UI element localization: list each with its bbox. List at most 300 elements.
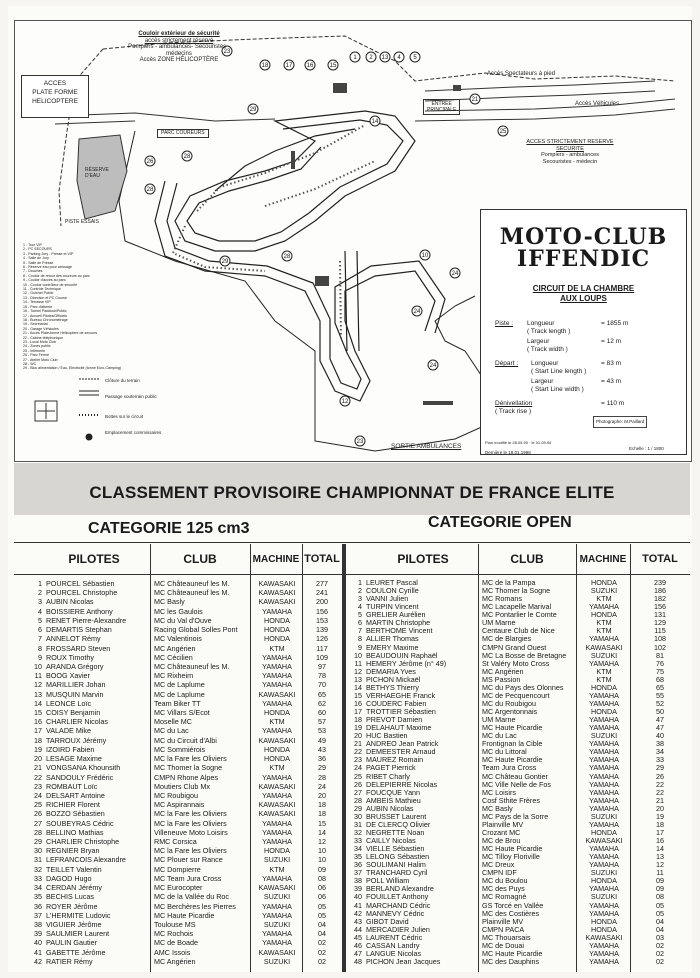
svg-text:18: 18 [261, 63, 269, 69]
pilot-cell: MAUREZ Romain [366, 756, 424, 765]
legend-item: 26 - Parc Fermé [23, 353, 49, 358]
machine-cell: YAMAHA [262, 873, 292, 883]
svg-text:15: 15 [329, 63, 337, 69]
machine-cell: SUZUKI [590, 651, 618, 660]
rank-cell: 44 [354, 925, 362, 934]
svg-text:17: 17 [285, 63, 293, 69]
club-cell: MC des Costières [482, 909, 540, 918]
rank-cell: 30 [354, 812, 362, 821]
pilot-cell: HUC Bastien [366, 732, 408, 741]
machine-cell: KAWASAKI [585, 643, 623, 652]
rank-cell: 6 [358, 619, 362, 628]
machine-cell: YAMAHA [262, 910, 292, 920]
total-cell: 10 [318, 846, 326, 856]
restricted-line: Pompiers - ambulances [541, 152, 599, 158]
pilot-cell: FOUCQUE Yann [366, 788, 421, 797]
pilot-cell: VALADE Mike [46, 726, 92, 736]
club-cell: MC la Fare les Oliviers [154, 846, 227, 856]
water-reserve-label [85, 167, 109, 179]
club-cell: MC la Fare les Oliviers [154, 809, 227, 819]
club-cell: UM Marne [482, 716, 516, 725]
total-cell: 12 [656, 861, 664, 870]
svg-text:12: 12 [341, 399, 349, 405]
pilot-cell: MERCADIER Julien [366, 925, 430, 934]
machine-cell: YAMAHA [589, 748, 619, 757]
total-cell: 129 [654, 619, 666, 628]
rank-cell: 9 [38, 652, 42, 662]
pilot-cell: TRANCHARD Cyril [366, 869, 428, 878]
club-cell: Racing Global Solles Pont [154, 625, 238, 635]
total-cell: 76 [656, 659, 664, 668]
svg-text:24: 24 [429, 363, 437, 369]
ambulance-exit-label: SORTIE AMBULANCES [391, 443, 462, 450]
machine-cell: YAMAHA [589, 853, 619, 862]
svg-text:25: 25 [499, 129, 507, 135]
rank-cell: 30 [34, 846, 42, 856]
machine-cell: HONDA [264, 615, 290, 625]
machine-cell: YAMAHA [262, 827, 292, 837]
club-cell: MC de la Vallée du Roc [154, 892, 229, 902]
pilot-cell: RENET Pierre-Alexandre [46, 615, 127, 625]
svg-text:29: 29 [221, 259, 229, 265]
club-cell: MC Pontarlier le Comte [482, 611, 557, 620]
pilot-cell: MARTIN Christophe [366, 619, 431, 628]
pilot-cell: TEILLET Valentin [46, 864, 102, 874]
rank-cell: 8 [358, 635, 362, 644]
total-cell: 40 [656, 732, 664, 741]
pilot-cell: ANDREO Jean Patrick [366, 740, 439, 749]
machine-cell: KAWASAKI [258, 781, 296, 791]
pilot-cell: CHARLIER Nicolas [46, 717, 108, 727]
svg-text:14: 14 [371, 119, 379, 125]
rank-cell: 17 [34, 726, 42, 736]
total-cell: 09 [656, 885, 664, 894]
pilot-cell: POURCEL Sébastien [46, 579, 115, 588]
legend-item: 28 - WC [23, 361, 37, 366]
rank-cell: 2 [358, 587, 362, 596]
pilot-cell: BEAUDOUIN Raphaël [366, 651, 438, 660]
circuit-title [481, 284, 686, 304]
club-cell: MC Villars S/Ecot [154, 708, 210, 717]
club-cell: MC de la Pampa [482, 579, 536, 587]
legend-item: 11 - Contrôle Technique [23, 287, 61, 292]
reserve-line: RÉSERVE [85, 167, 109, 173]
total-cell: 14 [318, 827, 326, 837]
pilot-cell: BELLINO Mathias [46, 827, 104, 837]
rank-cell: 1 [358, 579, 362, 587]
total-cell: 02 [318, 956, 326, 966]
practice-track-label: PISTE ESSAIS [65, 219, 99, 225]
rank-cell: 21 [34, 763, 42, 773]
total-cell: 55 [656, 691, 664, 700]
club-cell: CMPN Grand Ouest [482, 643, 547, 652]
pilot-cell: MARCHAND Cédric [366, 901, 431, 910]
total-cell: 09 [656, 877, 664, 886]
total-cell: 78 [318, 671, 326, 681]
total-cell: 81 [656, 651, 664, 660]
pilot-cell: ALLIER Thomas [366, 635, 419, 644]
pilot-cell: COULON Cyrille [366, 587, 419, 596]
col-header-pilotes: PILOTES [38, 544, 151, 574]
machine-cell: YAMAHA [589, 659, 619, 668]
club-cell: MC de Laplume [154, 680, 205, 690]
pilot-cell: FROSSARD Steven [46, 643, 111, 653]
rank-cell: 33 [354, 837, 362, 845]
legend-item: 8 - Couloir de retour des coureurs au parc [23, 273, 90, 278]
main-entrance-label [423, 99, 460, 115]
club-cell: MC Thomer la Sogne [482, 587, 551, 596]
pilot-cell: PICHON Mickaël [366, 675, 421, 684]
track-length-label: Longueur [527, 320, 555, 327]
club-cell: MC la Fare les Oliviers [154, 818, 227, 828]
pilot-cell: GRELIER Aurélien [366, 611, 426, 620]
rank-cell: 17 [354, 708, 362, 716]
club-cell: Crozant MC [482, 828, 521, 837]
pilot-cell: BERLAND Alexandre [366, 885, 434, 894]
machine-cell: SUZUKI [590, 893, 618, 902]
club-cell: MC Angérien [154, 643, 196, 653]
machine-cell: KAWASAKI [258, 689, 296, 699]
club-cell: MC Loisirs [482, 788, 516, 797]
machine-cell: KTM [596, 619, 612, 628]
rank-cell: 28 [354, 796, 362, 805]
club-cell: MC Haute Picardie [482, 949, 543, 958]
svg-text:29: 29 [249, 107, 257, 113]
rank-cell: 46 [354, 941, 362, 950]
col-rule [302, 544, 303, 972]
machine-cell: SUZUKI [263, 956, 291, 966]
club-cell: MC Angérien [482, 667, 524, 676]
legend-item: 16 - Tunnel Paddock/Public [23, 309, 67, 314]
pilot-cell: LAURENT Cédric [366, 933, 423, 942]
pilot-cell: FOUILLET Anthony [366, 893, 429, 902]
club-cell: MC du Circuit d'Albi [154, 735, 217, 745]
club-cell: MC du Val d'Ouve [154, 615, 212, 625]
legend-item: 27 - Atelier Moto Club [23, 357, 58, 362]
pilot-cell: BOISSIERE Anthony [46, 606, 113, 616]
total-cell: 47 [656, 716, 664, 725]
pilot-cell: GIBOT David [366, 917, 409, 926]
rank-cell: 19 [354, 724, 362, 733]
pilot-cell: REGNIER Bryan [46, 846, 100, 856]
legend-item: 13 - Direction et PC Course [23, 295, 67, 300]
pilot-cell: DEMARIA Yves [366, 667, 416, 676]
svg-text:21: 21 [471, 97, 479, 103]
club-cell: MC Argentonnais [482, 708, 538, 716]
rank-cell: 39 [354, 885, 362, 894]
rank-cell: 39 [34, 929, 42, 939]
machine-cell: YAMAHA [589, 804, 619, 813]
pilot-cell: CASSAN Landry [366, 941, 420, 950]
club-cell: MC Sommiérois [154, 744, 206, 754]
rank-cell: 12 [354, 667, 362, 676]
total-cell: 153 [316, 615, 328, 625]
club-cell: MC Haute Picardie [482, 756, 543, 765]
club-cell: Team Biker TT [154, 698, 201, 708]
machine-cell: YAMAHA [589, 845, 619, 854]
pilot-cell: SANDOULY Frédéric [46, 772, 114, 782]
club-cell: Toulouse MS [154, 919, 196, 929]
rank-cell: 22 [34, 772, 42, 782]
rank-cell: 29 [34, 837, 42, 846]
col-rule [576, 544, 577, 972]
pilot-cell: VANNI Julien [366, 595, 409, 604]
svg-text:23: 23 [356, 439, 364, 445]
legend-item: 15 - Parc d'attente [23, 304, 53, 309]
club-cell: MC Valentinois [154, 634, 202, 644]
total-cell: 24 [318, 781, 326, 791]
rank-cell: 42 [34, 956, 42, 966]
pilot-cell: ARANDA Grégory [46, 661, 104, 671]
club-cell: MC Thouarsais [482, 933, 531, 942]
rank-cell: 23 [34, 781, 42, 791]
pilot-cell: TARROUX Jérémy [46, 735, 107, 745]
track-length-value: = 1855 m [601, 320, 629, 327]
machine-cell: YAMAHA [589, 691, 619, 700]
pilot-cell: COISY Benjamin [46, 708, 101, 717]
total-cell: 57 [318, 717, 326, 727]
circuit-map [14, 20, 692, 462]
svg-text:24: 24 [413, 309, 421, 315]
plan-scale-note: Echelle : 1 / 1800 [629, 446, 664, 451]
pilot-cell: AUBIN Nicolas [46, 597, 94, 607]
document-page [8, 6, 692, 972]
total-cell: 17 [656, 828, 664, 837]
start-width-en: ( Start Line width ) [531, 386, 584, 393]
rank-cell: 25 [354, 772, 362, 781]
club-cell: MC Ville Nelle de Fos [482, 780, 551, 789]
map-legend [23, 243, 153, 371]
rank-cell: 7 [38, 634, 42, 644]
machine-cell: YAMAHA [589, 772, 619, 781]
table-header-rule [14, 574, 690, 575]
rank-cell: 43 [354, 917, 362, 926]
total-cell: 182 [654, 595, 666, 604]
rank-cell: 42 [354, 909, 362, 918]
rank-cell: 36 [34, 901, 42, 911]
club-cell: MC du Lac [482, 732, 517, 741]
club-cell: Cosf Sthite Frères [482, 796, 540, 805]
machine-cell: YAMAHA [262, 790, 292, 800]
svg-text:10: 10 [421, 253, 429, 259]
track-spec-label: Piste : [495, 320, 514, 327]
rank-cell: 32 [34, 864, 42, 874]
svg-text:26: 26 [146, 159, 154, 165]
pilot-cell: BECHIS Lucas [46, 892, 94, 902]
machine-cell: KAWASAKI [585, 933, 623, 942]
svg-text:13: 13 [381, 55, 389, 61]
pilot-cell: TROTTIER Sébastien [366, 708, 436, 716]
pilot-cell: PREVOT Damien [366, 716, 423, 725]
pilot-cell: MANNEVY Cédric [366, 909, 425, 918]
machine-cell: HONDA [264, 634, 290, 644]
total-cell: 05 [656, 909, 664, 918]
machine-cell: KTM [596, 667, 612, 676]
pilot-cell: POURCEL Christophe [46, 588, 118, 598]
pilot-cell: LANGUE Nicolas [366, 949, 422, 958]
total-cell: 06 [318, 892, 326, 902]
rank-cell: 26 [354, 780, 362, 789]
club-cell: Moselle MC [154, 717, 192, 727]
total-cell: 04 [318, 919, 326, 929]
rank-cell: 16 [34, 717, 42, 727]
club-cell: MC Dompierre [154, 864, 201, 874]
photographer-stamp: Photographe: M.Paillard [593, 416, 647, 428]
total-cell: 75 [656, 667, 664, 676]
symbol-fence-label: Clôture du terrain [105, 378, 140, 383]
club-cell: Plainville MV [482, 917, 524, 926]
rank-cell: 5 [358, 611, 362, 620]
circuit-title-line: AUX LOUPS [560, 294, 607, 303]
machine-cell: YAMAHA [262, 661, 292, 671]
pilot-cell: AMBEIS Mathieu [366, 796, 421, 805]
pilot-cell: EMERY Maxime [366, 643, 419, 652]
total-cell: 43 [318, 744, 326, 754]
machine-cell: YAMAHA [262, 929, 292, 939]
club-cell: MC Aspirannais [154, 800, 205, 810]
total-cell: 15 [318, 818, 326, 828]
machine-cell: KAWASAKI [258, 588, 296, 598]
rank-cell: 7 [358, 627, 362, 636]
rank-cell: 1 [38, 579, 42, 588]
club-cell: Centaure Club de Nice [482, 627, 555, 636]
club-cell: MC Haute Picardie [154, 910, 215, 920]
club-cell: MC La Bosse de Bretagne [482, 651, 567, 660]
pilot-cell: DAGOD Hugo [46, 873, 92, 883]
rank-cell: 14 [354, 683, 362, 692]
pilot-cell: BRUSSET Laurent [366, 812, 427, 821]
svg-text:28: 28 [146, 187, 154, 193]
machine-cell: YAMAHA [589, 909, 619, 918]
legend-item: 10 - Couloir contrôleur de sécurité [23, 282, 78, 287]
machine-cell: YAMAHA [589, 740, 619, 749]
start-spec-label: Départ : [495, 360, 519, 367]
pilot-cell: LEURET Pascal [366, 579, 418, 587]
rank-cell: 18 [354, 716, 362, 725]
machine-cell: YAMAHA [262, 901, 292, 911]
rank-cell: 47 [354, 949, 362, 958]
total-cell: 65 [318, 689, 326, 699]
rank-cell: 20 [34, 754, 42, 764]
total-cell: 28 [318, 772, 326, 782]
total-cell: 53 [318, 726, 326, 736]
rank-cell: 38 [34, 919, 42, 929]
legend-item: 2 - PC SECOURS [23, 247, 52, 252]
rise-label: Dénivellation [495, 400, 533, 407]
rank-cell: 11 [34, 671, 42, 681]
total-cell: 18 [318, 800, 326, 810]
machine-cell: KTM [596, 675, 612, 684]
rank-cell: 41 [34, 947, 42, 957]
total-cell: 18 [318, 809, 326, 819]
svg-text:4: 4 [397, 55, 401, 61]
total-cell: 02 [318, 947, 326, 957]
rank-cell: 40 [34, 938, 42, 948]
pilot-cell: ROYER Jérôme [46, 901, 98, 911]
machine-cell: YAMAHA [589, 957, 619, 966]
rank-cell: 24 [354, 764, 362, 773]
legend-item: 7 - Douches [23, 269, 43, 274]
helipad-line: PLATE FORME [32, 89, 78, 96]
pilot-cell: HEMERY Jérôme (n° 49) [366, 659, 447, 668]
club-logo-line2: IFFENDIC [516, 246, 651, 272]
entrance-line: ENTREE [431, 101, 452, 107]
rank-cell: 28 [34, 827, 42, 837]
category-125-title: CATEGORIE 125 cm3 [88, 520, 250, 537]
rank-cell: 36 [354, 861, 362, 870]
machine-cell: KTM [269, 717, 285, 727]
club-cell: Team Jura Cross [482, 764, 537, 773]
club-cell: MC Cécilien [154, 652, 193, 662]
total-cell: 29 [656, 764, 664, 773]
total-cell: 131 [654, 611, 666, 620]
rank-cell: 35 [354, 853, 362, 862]
machine-cell: HONDA [591, 683, 617, 692]
svg-text:24: 24 [451, 271, 459, 277]
start-length-label: Longueur [531, 360, 559, 367]
club-cell: MC Romagné [482, 893, 527, 902]
machine-cell: YAMAHA [589, 724, 619, 733]
club-cell: Moutiers Club Mx [154, 781, 210, 791]
total-cell: 109 [316, 652, 328, 662]
club-cell: MC de Laplume [154, 689, 205, 699]
rank-cell: 38 [354, 877, 362, 886]
machine-cell: HONDA [591, 925, 617, 934]
legend-item: 29 - Bloc alimentation / Eau, Electricité (tonne Euro-Camping) [23, 366, 122, 371]
pilot-cell: BERTHOME Vincent [366, 627, 433, 636]
club-cell: MC Plouer sur Rance [154, 855, 223, 865]
pilot-cell: L'HERMITE Ludovic [46, 910, 111, 920]
total-cell: 186 [654, 587, 666, 596]
col-header-machine: MACHINE [576, 544, 631, 574]
couloir-line: Pompiers - ambulances- Secouristes - [128, 44, 230, 51]
machine-cell: HONDA [264, 708, 290, 717]
helipad-access-box [21, 75, 89, 118]
machine-cell: HONDA [591, 579, 617, 587]
pilot-cell: NEGRETTE Noan [366, 828, 425, 837]
rank-cell: 9 [358, 643, 362, 652]
restricted-access-note [515, 139, 625, 165]
pilot-cell: PAGET Pierrick [366, 764, 416, 773]
machine-cell: KTM [596, 627, 612, 636]
club-cell: RMC Corsica [154, 837, 197, 846]
svg-text:23: 23 [223, 49, 231, 55]
pilot-cell: CERDAN Jérémy [46, 883, 102, 893]
rank-cell: 45 [354, 933, 362, 942]
legend-item: 6 - Réserve eau pour arrosage [23, 265, 72, 270]
legend-item: 23 - Local Moto Club [23, 339, 57, 344]
total-cell: 02 [318, 938, 326, 948]
total-cell: 108 [654, 635, 666, 644]
plan-date-note: Dernière le 18.01.1998 [485, 450, 531, 455]
table-top-rule [14, 542, 690, 543]
rank-cell: 31 [354, 820, 362, 829]
pilot-cell: RIBET Charly [366, 772, 410, 781]
couloir-line: accès strictement réservé [144, 37, 214, 44]
machine-cell: YAMAHA [589, 941, 619, 950]
total-cell: 277 [316, 579, 328, 588]
rank-cell: 15 [354, 691, 362, 700]
rank-cell: 27 [34, 818, 42, 828]
total-cell: 18 [656, 820, 664, 829]
club-cell: MC du Pays des Olonnes [482, 683, 564, 692]
machine-cell: KTM [269, 763, 285, 773]
total-cell: 20 [318, 790, 326, 800]
total-cell: 10 [318, 855, 326, 865]
symbol-marshal-label: Emplacement commissaires [105, 430, 162, 435]
machine-cell: YAMAHA [262, 837, 292, 846]
total-cell: 02 [656, 949, 664, 958]
